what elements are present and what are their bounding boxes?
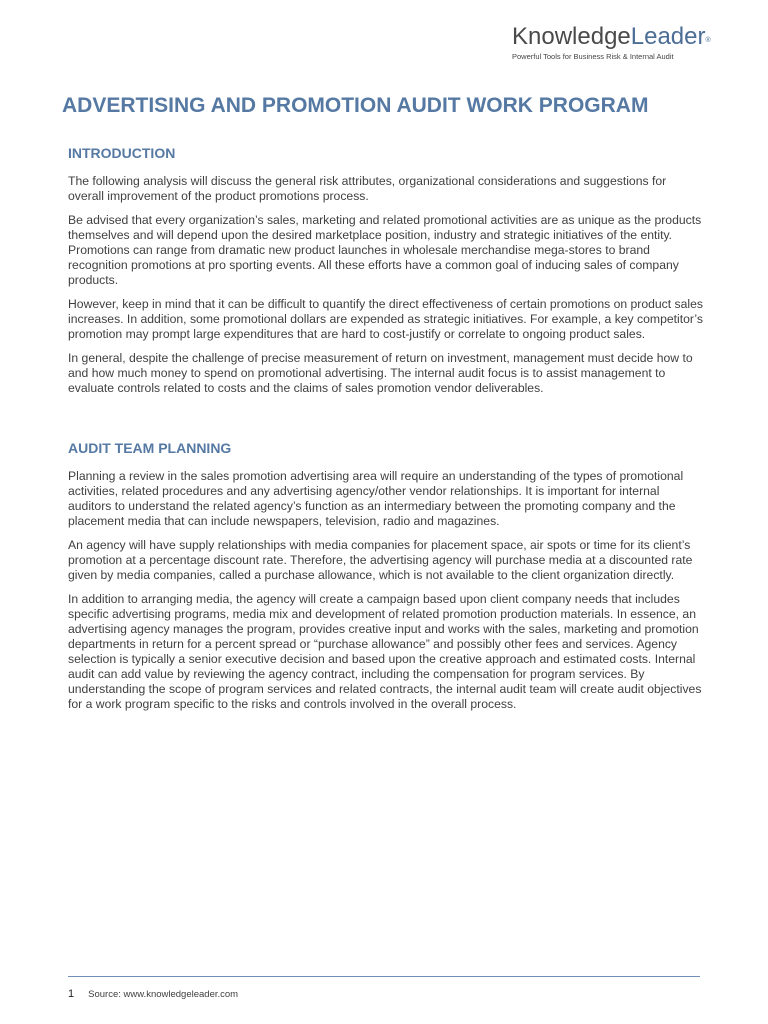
section-heading: AUDIT TEAM PLANNING [68, 440, 232, 456]
logo-wordmark-knowledge: Knowledge [512, 23, 631, 50]
document-title: ADVERTISING AND PROMOTION AUDIT WORK PROGRAM [62, 94, 649, 117]
paragraph: Be advised that every organization’s sales, marketing and related promotional activities are as unique as the products themselves and will depend upon the desired marketplace position, industry and strategic initiatives of the entity. Promotions can range from dramatic new product launches in wholesale merchandise mega-stores to brand recognition promotions at pro sporting events. All these efforts have a common goal of inducing sales of company products. [68, 213, 702, 287]
paragraph: An agency will have supply relationships with media companies for placement space, air spots or time for its client’s promotion at a percentage discount rate. Therefore, the advertising agency will purchase media at a discounted rate given by media companies, called a purchase allowance, which is not available to the client organization directly. [68, 538, 693, 582]
footer-source: Source: www.knowledgeleader.com [88, 989, 239, 1000]
paragraph: Planning a review in the sales promotion advertising area will require an understanding of the types of promotional activities, related procedures and any advertising agency/other vendor relationships. It is important for internal auditors to understand the related agency’s function as an intermediary between the promoting company and the placement media that can include newspapers, television, radio and magazines. [68, 469, 684, 528]
paragraph: The following analysis will discuss the general risk attributes, organizational considerations and suggestions for overall improvement of the product promotions process. [68, 174, 667, 203]
section-heading: INTRODUCTION [68, 145, 176, 161]
logo-wordmark [512, 22, 712, 52]
footer-divider [68, 976, 700, 977]
page-number: 1 [68, 988, 75, 1000]
paragraph: However, keep in mind that it can be difficult to quantify the direct effectiveness of certain promotions on product sales increases. In addition, some promotional dollars are expended as strategic initiatives. For example, a key competitor’s promotion may prompt large expenditures that are hard to cost-justify or correlate to ongoing product sales. [68, 297, 704, 341]
logo-trademark: ® [705, 37, 711, 44]
paragraph: In addition to arranging media, the agency will create a campaign based upon client company needs that includes specific advertising programs, media mix and development of related promotion production materials. In essence, an advertising agency manages the program, provides creative input and works with the sales, marketing and promotion departments in return for a percent spread or “purchase allowance” and possibly other fees and services. Agency selection is typically a senior executive decision and based upon the creative approach and estimated costs. Internal audit can add value by reviewing the agency contract, including the compensation for program services. By understanding the scope of program services and related contracts, the internal audit team will create audit objectives for a work program specific to the risks and controls involved in the overall process. [68, 592, 702, 711]
logo-tagline: Powerful Tools for Business Risk & Internal Audit [512, 52, 674, 61]
logo-wordmark-leader: Leader [630, 23, 706, 50]
paragraph: In general, despite the challenge of precise measurement of return on investment, management must decide how to and how much money to spend on promotional advertising. The internal audit focus is to assist management to evaluate controls related to costs and the claims of sales promotion vendor deliverables. [68, 351, 693, 395]
page-footer [68, 988, 238, 1001]
knowledgeleader-logo [512, 22, 712, 61]
section-introduction [68, 144, 704, 405]
section-audit-team-planning [68, 439, 704, 721]
